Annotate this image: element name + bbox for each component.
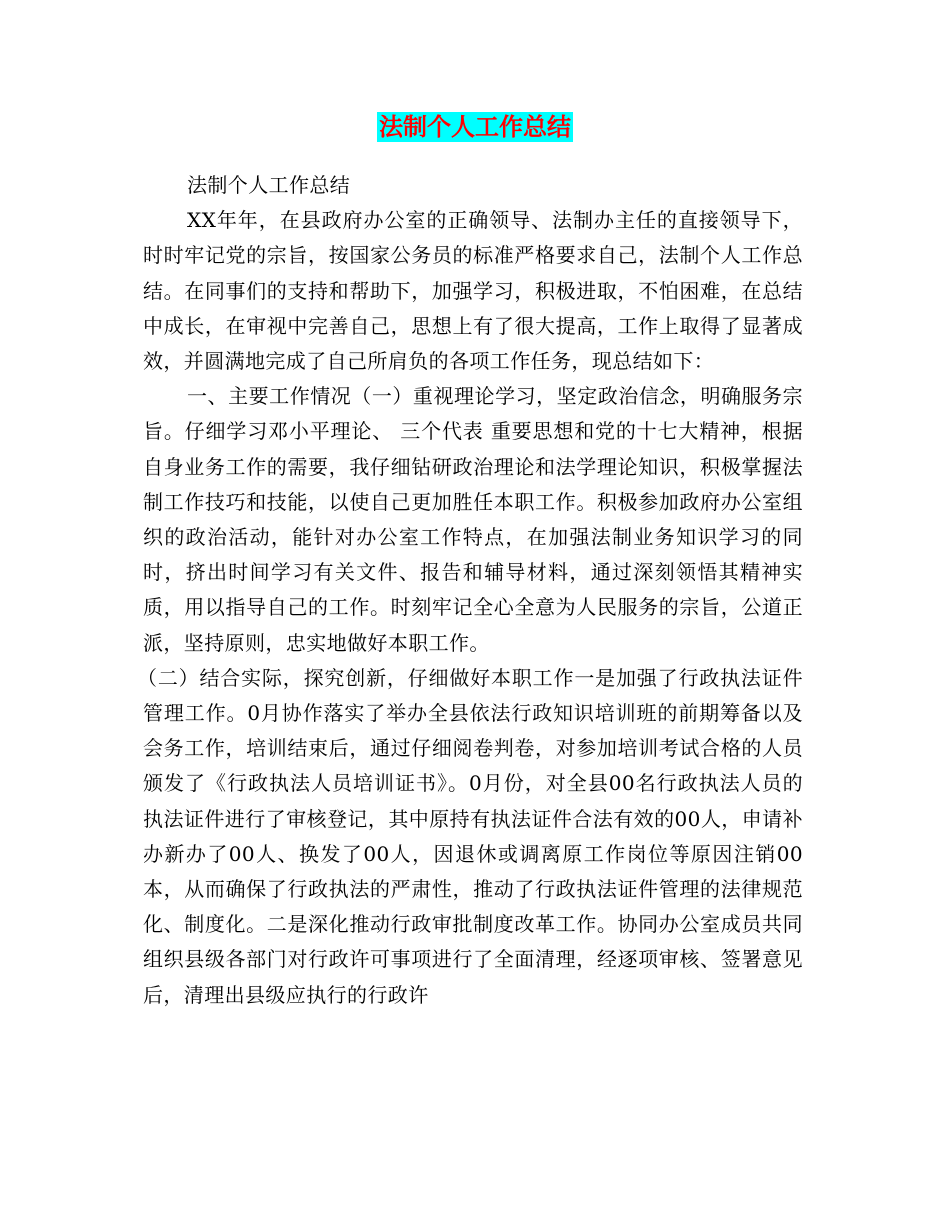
paragraph-section-1: 一、主要工作情况（一）重视理论学习，坚定政治信念，明确服务宗旨。仔细学习邓小平理论、 三个代表 重要思想和党的十七大精神，根据自身业务工作的需要，我仔细钻研政治理论和法学理论知识，积极掌握法制工作技巧和技能，以使自己更加胜任本职工作。积极参加政府办公室组织的政治活动，能针对办公室工作特点，在加强法制业务知识学习的同时，挤出时间学习有关文件、报告和辅导材料，通过深刻领悟其精神实质，用以指导自己的工作。时刻牢记全心全意为人民服务的宗旨，公道正派，坚持原则，忠实地做好本职工作。 [143,384,803,655]
document-body [137,168,803,1013]
paragraph-subtitle: 法制个人工作总结 [187,173,351,197]
paragraph-intro: XX年年，在县政府办公室的正确领导、法制办主任的直接领导下，时时牢记党的宗旨，按国家公务员的标准严格要求自己，法制个人工作总结。在同事们的支持和帮助下，加强学习，积极进取，不怕困难，在总结中成长，在审视中完善自己，思想上有了很大提高，工作上取得了显著成效，并圆满地完成了自己所肩负的各项工作任务，现总结如下： [143,208,803,374]
title-container [0,112,950,142]
paragraph-section-2: （二）结合实际，探究创新，仔细做好本职工作一是加强了行政执法证件管理工作。0月协作落实了举办全县依法行政知识培训班的前期筹备以及会务工作，培训结束后，通过仔细阅卷判卷，对参加培训考试合格的人员颁发了《行政执法人员培训证书》。0月份，对全县00名行政执法人员的执法证件进行了审核登记，其中原持有执法证件合法有效的00人，申请补办新办了00人、换发了00人，因退休或调离原工作岗位等原因注销00本，从而确保了行政执法的严肃性，推动了行政执法证件管理的法律规范化、制度化。二是深化推动行政审批制度改革工作。协同办公室成员共同组织县级各部门对行政许可事项进行了全面清理，经逐项审核、签署意见后，清理出县级应执行的行政许 [137,665,803,1007]
document-title: 法制个人工作总结 [379,113,571,141]
